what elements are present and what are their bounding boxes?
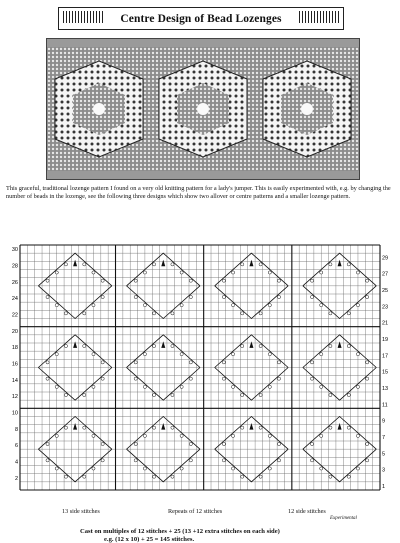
row-number: 16 — [11, 361, 18, 368]
yarn-over-symbol — [83, 426, 86, 429]
bead-symbol — [161, 260, 165, 267]
row-number: 13 — [382, 385, 389, 392]
row-number: 29 — [382, 255, 389, 262]
bead-symbol — [249, 260, 253, 267]
row-number: 18 — [11, 345, 18, 352]
yarn-over-symbol — [241, 312, 244, 315]
yarn-over-symbol — [180, 271, 183, 274]
yarn-over-symbol — [180, 467, 183, 470]
yarn-over-symbol — [320, 385, 323, 388]
yarn-over-symbol — [320, 467, 323, 470]
yarn-over-symbol — [134, 279, 137, 282]
yarn-over-symbol — [143, 467, 146, 470]
yarn-over-symbol — [92, 353, 95, 356]
row-number: 17 — [382, 353, 389, 360]
yarn-over-symbol — [329, 426, 332, 429]
yarn-over-symbol — [268, 271, 271, 274]
yarn-over-symbol — [92, 434, 95, 437]
yarn-over-symbol — [171, 263, 174, 266]
yarn-over-symbol — [152, 344, 155, 347]
yarn-over-symbol — [347, 344, 350, 347]
knitting-photo — [46, 38, 360, 180]
yarn-over-symbol — [101, 279, 104, 282]
yarn-over-symbol — [101, 442, 104, 445]
yarn-over-symbol — [222, 377, 225, 380]
yarn-over-symbol — [277, 442, 280, 445]
yarn-over-symbol — [320, 434, 323, 437]
row-number: 20 — [11, 328, 18, 335]
yarn-over-symbol — [347, 426, 350, 429]
bead-symbol — [161, 341, 165, 348]
yarn-over-symbol — [347, 312, 350, 315]
row-number: 4 — [14, 459, 18, 466]
yarn-over-symbol — [180, 385, 183, 388]
yarn-over-symbol — [64, 312, 67, 315]
yarn-over-symbol — [171, 312, 174, 315]
yarn-over-symbol — [277, 377, 280, 380]
yarn-over-symbol — [180, 304, 183, 307]
yarn-over-symbol — [134, 361, 137, 364]
yarn-over-symbol — [152, 426, 155, 429]
yarn-over-symbol — [241, 393, 244, 396]
yarn-over-symbol — [366, 442, 369, 445]
yarn-over-symbol — [277, 279, 280, 282]
yarn-over-symbol — [83, 263, 86, 266]
yarn-over-symbol — [64, 426, 67, 429]
row-number: 30 — [11, 247, 18, 254]
yarn-over-symbol — [259, 312, 262, 315]
row-number: 5 — [382, 451, 386, 458]
yarn-over-symbol — [46, 377, 49, 380]
repeats-label: Repeats of 12 stitches — [168, 508, 223, 515]
bead-symbol — [338, 341, 342, 348]
side-right-label: 12 side stitches — [288, 508, 326, 515]
intro-paragraph: This graceful, traditional lozenge pattern I found on a very old knitting pattern for a lady's jumper. This is easily experimented with, e.g. by changing the number of beads in the lozenge, see the following three designs which show two allover or centre patterns and a smaller lozenge pattern. — [6, 185, 391, 201]
yarn-over-symbol — [231, 434, 234, 437]
yarn-over-symbol — [134, 459, 137, 462]
yarn-over-symbol — [171, 475, 174, 478]
yarn-over-symbol — [55, 434, 58, 437]
yarn-over-symbol — [356, 385, 359, 388]
yarn-over-symbol — [222, 295, 225, 298]
bead-symbol — [338, 423, 342, 430]
yarn-over-symbol — [259, 393, 262, 396]
row-number: 12 — [11, 394, 18, 401]
yarn-over-symbol — [134, 442, 137, 445]
yarn-over-symbol — [92, 385, 95, 388]
title-banner — [58, 7, 344, 30]
yarn-over-symbol — [189, 361, 192, 364]
yarn-over-symbol — [259, 426, 262, 429]
yarn-over-symbol — [171, 426, 174, 429]
yarn-over-symbol — [55, 271, 58, 274]
yarn-over-symbol — [46, 442, 49, 445]
yarn-over-symbol — [231, 271, 234, 274]
row-number: 26 — [11, 279, 18, 286]
yarn-over-symbol — [101, 295, 104, 298]
row-number: 25 — [382, 287, 389, 294]
yarn-over-symbol — [92, 271, 95, 274]
side-left-label: 13 side stitches — [62, 508, 100, 515]
row-number: 8 — [14, 426, 18, 433]
yarn-over-symbol — [366, 295, 369, 298]
yarn-over-symbol — [366, 377, 369, 380]
yarn-over-symbol — [268, 353, 271, 356]
row-number: 11 — [382, 402, 388, 409]
source-label: Experimental — [330, 516, 357, 521]
yarn-over-symbol — [320, 353, 323, 356]
row-number: 6 — [14, 443, 18, 450]
yarn-over-symbol — [180, 353, 183, 356]
yarn-over-symbol — [231, 353, 234, 356]
yarn-over-symbol — [83, 393, 86, 396]
yarn-over-symbol — [310, 295, 313, 298]
yarn-over-symbol — [64, 263, 67, 266]
yarn-over-symbol — [55, 467, 58, 470]
yarn-over-symbol — [143, 434, 146, 437]
chart-labels — [0, 494, 400, 524]
bead-symbol — [73, 423, 77, 430]
yarn-over-symbol — [92, 304, 95, 307]
yarn-over-symbol — [329, 263, 332, 266]
yarn-over-symbol — [277, 361, 280, 364]
yarn-over-symbol — [310, 279, 313, 282]
yarn-over-symbol — [171, 344, 174, 347]
yarn-over-symbol — [366, 279, 369, 282]
yarn-over-symbol — [347, 475, 350, 478]
yarn-over-symbol — [329, 393, 332, 396]
yarn-over-symbol — [189, 279, 192, 282]
yarn-over-symbol — [46, 459, 49, 462]
knitting-chart — [6, 241, 394, 494]
cast-on-caption: Cast on multiples of 12 stitches + 25 (13 +12 extra stitches on each side) — [80, 528, 280, 535]
yarn-over-symbol — [310, 459, 313, 462]
yarn-over-symbol — [101, 377, 104, 380]
yarn-over-symbol — [268, 467, 271, 470]
page-title: Centre Design of Bead Lozenges — [116, 13, 285, 25]
yarn-over-symbol — [83, 312, 86, 315]
row-number: 10 — [11, 410, 18, 417]
bead-symbol — [161, 423, 165, 430]
yarn-over-symbol — [277, 295, 280, 298]
row-number: 9 — [382, 418, 386, 425]
row-number: 19 — [382, 336, 389, 343]
yarn-over-symbol — [310, 442, 313, 445]
yarn-over-symbol — [231, 304, 234, 307]
yarn-over-symbol — [356, 467, 359, 470]
bead-symbol — [249, 423, 253, 430]
yarn-over-symbol — [143, 353, 146, 356]
yarn-over-symbol — [64, 393, 67, 396]
bead-symbol — [73, 341, 77, 348]
yarn-over-symbol — [152, 475, 155, 478]
yarn-over-symbol — [46, 361, 49, 364]
yarn-over-symbol — [143, 271, 146, 274]
row-number: 24 — [11, 296, 18, 303]
yarn-over-symbol — [222, 361, 225, 364]
row-number: 3 — [382, 467, 386, 474]
row-number: 7 — [382, 434, 386, 441]
yarn-over-symbol — [101, 459, 104, 462]
yarn-over-symbol — [101, 361, 104, 364]
example-caption: e.g. (12 x 10) + 25 = 145 stitches. — [104, 536, 195, 543]
yarn-over-symbol — [189, 295, 192, 298]
yarn-over-symbol — [222, 459, 225, 462]
yarn-over-symbol — [241, 426, 244, 429]
yarn-over-symbol — [189, 442, 192, 445]
row-number: 21 — [382, 320, 389, 327]
yarn-over-symbol — [329, 344, 332, 347]
yarn-over-symbol — [231, 467, 234, 470]
yarn-over-symbol — [268, 304, 271, 307]
yarn-over-symbol — [55, 385, 58, 388]
row-number: 22 — [11, 312, 18, 319]
yarn-over-symbol — [143, 304, 146, 307]
yarn-over-symbol — [347, 393, 350, 396]
yarn-over-symbol — [366, 459, 369, 462]
yarn-over-symbol — [171, 393, 174, 396]
yarn-over-symbol — [189, 459, 192, 462]
yarn-over-symbol — [259, 263, 262, 266]
yarn-over-symbol — [329, 475, 332, 478]
yarn-over-symbol — [277, 459, 280, 462]
yarn-over-symbol — [143, 385, 146, 388]
yarn-over-symbol — [64, 344, 67, 347]
yarn-over-symbol — [347, 263, 350, 266]
yarn-over-symbol — [180, 434, 183, 437]
yarn-over-symbol — [259, 475, 262, 478]
yarn-over-symbol — [152, 263, 155, 266]
yarn-over-symbol — [310, 361, 313, 364]
yarn-over-symbol — [92, 467, 95, 470]
yarn-over-symbol — [356, 271, 359, 274]
row-number: 23 — [382, 304, 389, 311]
row-number: 27 — [382, 271, 389, 278]
yarn-over-symbol — [152, 393, 155, 396]
row-number: 28 — [11, 263, 18, 270]
yarn-over-symbol — [366, 361, 369, 364]
yarn-over-symbol — [356, 304, 359, 307]
yarn-over-symbol — [329, 312, 332, 315]
yarn-over-symbol — [320, 304, 323, 307]
yarn-over-symbol — [83, 344, 86, 347]
bead-symbol — [249, 341, 253, 348]
yarn-over-symbol — [189, 377, 192, 380]
yarn-over-symbol — [46, 279, 49, 282]
yarn-over-symbol — [241, 475, 244, 478]
yarn-over-symbol — [310, 377, 313, 380]
yarn-over-symbol — [241, 344, 244, 347]
yarn-over-symbol — [268, 434, 271, 437]
yarn-over-symbol — [356, 353, 359, 356]
yarn-over-symbol — [268, 385, 271, 388]
row-number: 1 — [382, 483, 386, 490]
yarn-over-symbol — [320, 271, 323, 274]
yarn-over-symbol — [231, 385, 234, 388]
row-number: 14 — [11, 377, 18, 384]
bead-symbol — [73, 260, 77, 267]
bead-symbol — [338, 260, 342, 267]
yarn-over-symbol — [241, 263, 244, 266]
row-number: 2 — [14, 475, 18, 482]
yarn-over-symbol — [64, 475, 67, 478]
yarn-over-symbol — [222, 279, 225, 282]
yarn-over-symbol — [83, 475, 86, 478]
yarn-over-symbol — [46, 295, 49, 298]
yarn-over-symbol — [259, 344, 262, 347]
yarn-over-symbol — [134, 377, 137, 380]
row-number: 15 — [382, 369, 389, 376]
yarn-over-symbol — [134, 295, 137, 298]
yarn-over-symbol — [152, 312, 155, 315]
yarn-over-symbol — [55, 353, 58, 356]
yarn-over-symbol — [356, 434, 359, 437]
yarn-over-symbol — [222, 442, 225, 445]
yarn-over-symbol — [55, 304, 58, 307]
